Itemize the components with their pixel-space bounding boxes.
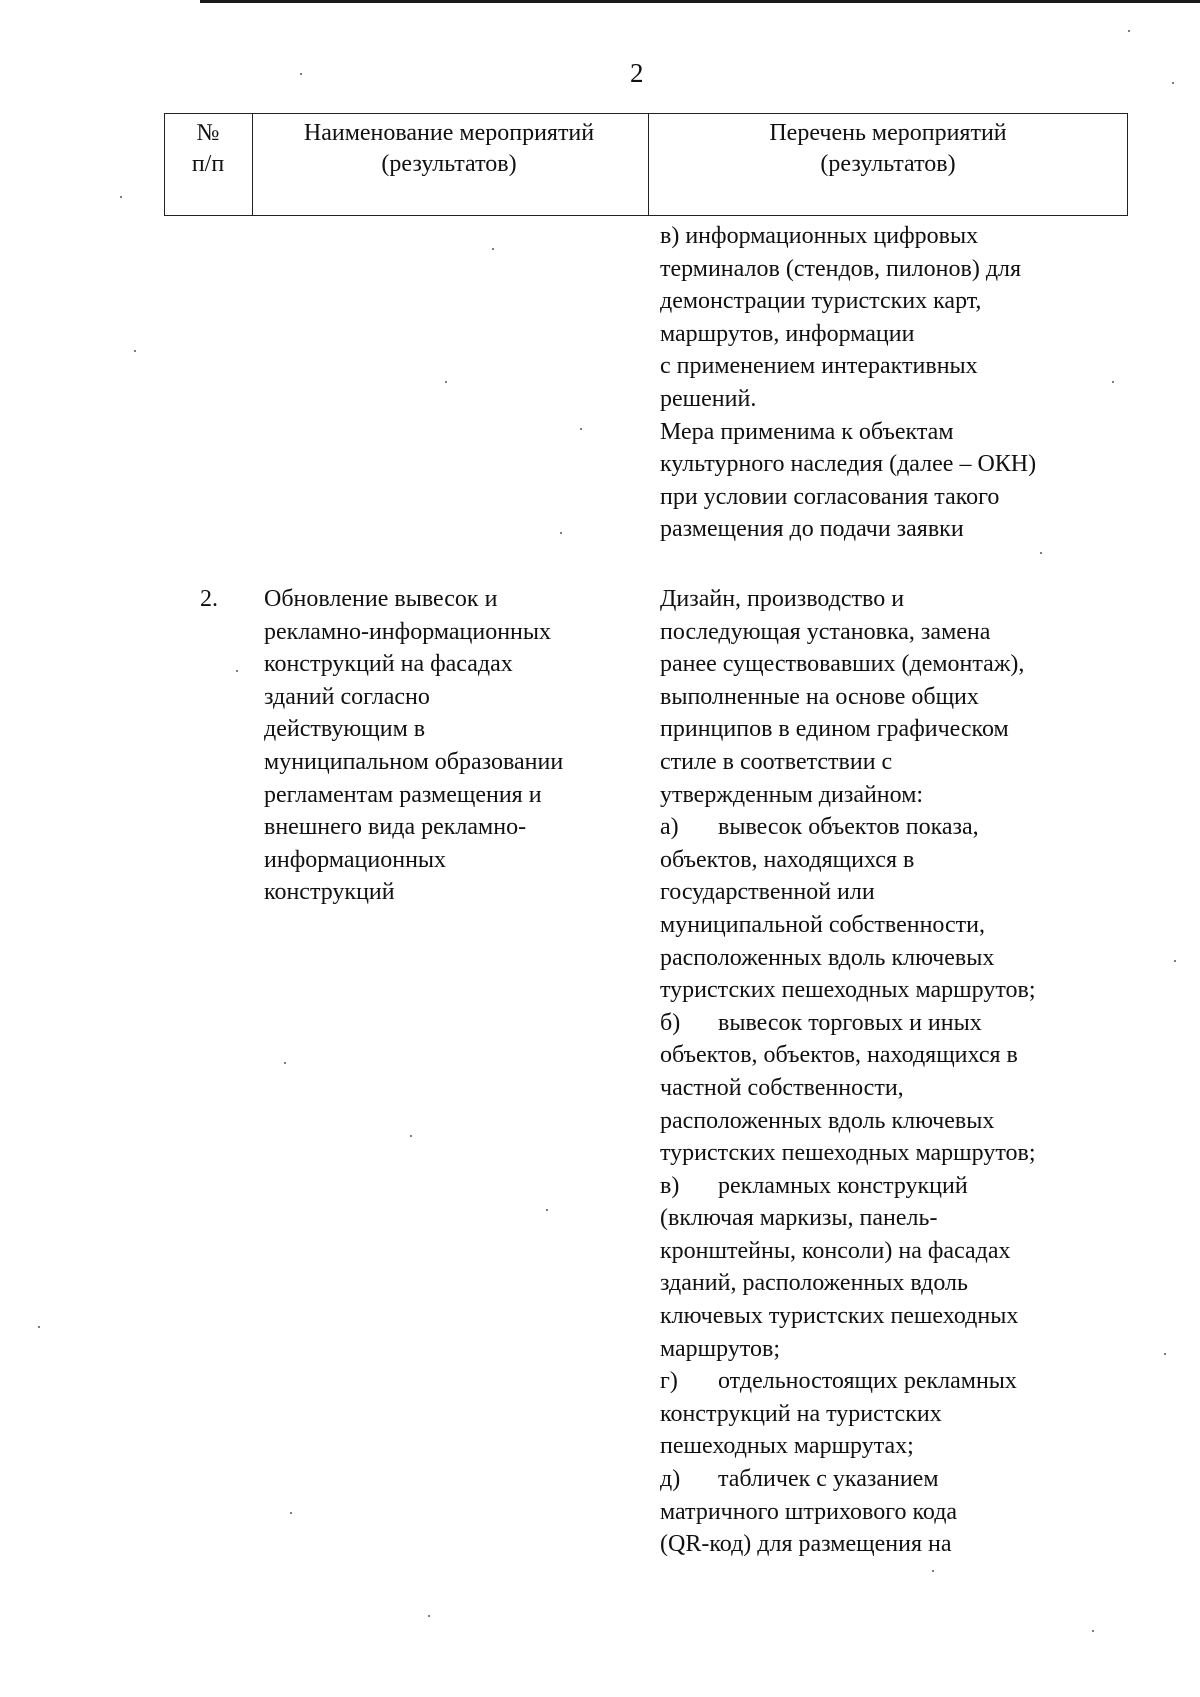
header-name-line-2: (результатов)	[381, 151, 517, 177]
list-item-text: отдельностоящих рекламных	[718, 1368, 1017, 1395]
scan-speck	[290, 1512, 292, 1514]
list-item-text: выполненные на основе общих	[660, 683, 979, 710]
continuation-line: маршрутов, информации	[660, 320, 915, 347]
row-2-number: 2.	[200, 586, 218, 612]
scan-speck	[445, 381, 447, 383]
row-2-list-line	[660, 1105, 1036, 1138]
row-2-list-line	[660, 1496, 1036, 1529]
row-2-list-line	[660, 942, 1036, 975]
list-item-text: пешеходных маршрутах;	[660, 1433, 914, 1460]
row-2-name-line: информационных	[264, 846, 447, 873]
row-2-list	[660, 583, 1036, 1561]
list-item-text: туристских пешеходных маршрутов;	[660, 1140, 1036, 1167]
list-item-text: частной собственности,	[660, 1074, 904, 1101]
row-2-list-line	[660, 1430, 1036, 1463]
scan-speck	[1164, 1353, 1166, 1355]
continuation-line: Мера применима к объектам	[660, 418, 954, 445]
row-2-name-line: регламентам размещения и	[264, 781, 542, 808]
scan-speck	[1112, 381, 1114, 383]
header-list-line-1: Перечень мероприятий	[769, 120, 1007, 146]
scan-speck	[932, 1570, 934, 1572]
list-item-text: расположенных вдоль ключевых	[660, 944, 995, 971]
row-2-list-line	[660, 1137, 1036, 1170]
scan-speck	[546, 1209, 548, 1211]
list-item-text: объектов, находящихся в	[660, 846, 915, 873]
row-2-list-line	[660, 616, 1036, 649]
scan-speck	[428, 1615, 430, 1617]
continuation-line: в) информационных цифровых	[660, 223, 979, 249]
list-item-text: утвержденным дизайном:	[660, 781, 924, 808]
row-2-name-line: конструкций на фасадах	[264, 651, 513, 678]
row-2-list-line	[660, 844, 1036, 877]
list-item-text: стиле в соответствии с	[660, 748, 893, 775]
header-list-line-2: (результатов)	[820, 151, 956, 177]
table-border-left	[164, 113, 165, 215]
row-2-name-line: Обновление вывесок и	[264, 586, 498, 612]
scan-speck	[492, 248, 494, 250]
scan-speck	[560, 532, 562, 534]
continuation-line: решений.	[660, 385, 757, 412]
scan-speck	[134, 350, 136, 352]
list-item-marker: д)	[660, 1466, 681, 1493]
row-2-list-line	[660, 974, 1036, 1007]
list-item-marker: в)	[660, 1172, 680, 1199]
list-item-text: Дизайн, производство и	[660, 586, 905, 612]
list-item-text: вывесок объектов показа,	[718, 814, 979, 841]
row-2-list-line	[660, 811, 1036, 844]
row-2-list-line	[660, 876, 1036, 909]
row-2-list-line	[660, 1202, 1036, 1235]
list-item-marker: а)	[660, 814, 679, 841]
scan-speck	[284, 1062, 286, 1064]
row-2-list-line	[660, 681, 1036, 714]
row-2-list-line	[660, 1300, 1036, 1333]
scan-speck	[120, 196, 122, 198]
scan-speck	[580, 428, 582, 430]
list-item-text: (QR-код) для размещения на	[660, 1531, 952, 1558]
table-border-col2	[648, 113, 649, 215]
list-item-text: табличек с указанием	[718, 1466, 939, 1493]
row-2-list-line	[660, 1463, 1036, 1496]
row-2-name	[264, 583, 563, 909]
scan-speck	[1128, 30, 1130, 32]
continuation-line: с применением интерактивных	[660, 353, 978, 380]
list-item-text: принципов в едином графическом	[660, 716, 1009, 743]
row-2-list-line	[660, 1333, 1036, 1366]
row-2-name-line: рекламно-информационных	[264, 618, 552, 645]
scan-speck	[300, 73, 302, 75]
continuation-line: при условии согласования такого	[660, 483, 1000, 510]
row-2-list-line	[660, 648, 1036, 681]
row-2-list-line	[660, 1267, 1036, 1300]
continuation-text	[660, 220, 1036, 546]
header-cell-list	[650, 118, 1126, 180]
row-2-name-line: зданий согласно	[264, 683, 430, 710]
row-2-list-line	[660, 713, 1036, 746]
header-number-line-2: п/п	[191, 151, 225, 177]
top-border-rule	[200, 0, 1200, 3]
list-item-text: кронштейны, консоли) на фасадах	[660, 1237, 1011, 1264]
row-2-name-line: конструкций	[264, 879, 395, 906]
row-2-list-line	[660, 1170, 1036, 1203]
page-number: 2	[630, 58, 644, 88]
header-number-line-1: №	[196, 120, 220, 146]
list-item-text: последующая установка, замена	[660, 618, 991, 645]
list-item-text: ранее существовавших (демонтаж),	[660, 651, 1025, 678]
list-item-text: конструкций на туристских	[660, 1400, 942, 1427]
list-item-text: государственной или	[660, 879, 875, 906]
continuation-line: терминалов (стендов, пилонов) для	[660, 255, 1022, 282]
list-item-text: ключевых туристских пешеходных	[660, 1303, 1019, 1330]
row-2-name-line: действующим в	[264, 716, 426, 743]
list-item-text: зданий, расположенных вдоль	[660, 1270, 968, 1297]
table-border-col1	[252, 113, 253, 215]
list-item-text: вывесок торговых и иных	[718, 1009, 982, 1036]
row-2-list-line	[660, 1528, 1036, 1561]
scan-speck	[1040, 552, 1042, 554]
row-2-list-line	[660, 779, 1036, 812]
list-item-text: рекламных конструкций	[718, 1172, 968, 1199]
row-2-name-line: внешнего вида рекламно-	[264, 814, 527, 841]
scan-speck	[38, 1326, 40, 1328]
list-item-text: муниципальной собственности,	[660, 911, 985, 938]
row-2-list-line	[660, 1039, 1036, 1072]
row-2-list-line	[660, 1235, 1036, 1268]
row-2-list-line	[660, 1365, 1036, 1398]
continuation-line: размещения до подачи заявки	[660, 516, 964, 543]
scan-speck	[1174, 960, 1176, 962]
row-2-list-line	[660, 1072, 1036, 1105]
scan-speck	[1172, 82, 1174, 84]
header-cell-number	[166, 118, 250, 180]
list-item-text: маршрутов;	[660, 1335, 781, 1362]
scan-speck	[1092, 1630, 1094, 1632]
list-item-text: (включая маркизы, панель-	[660, 1205, 938, 1232]
header-name-line-1: Наименование мероприятий	[303, 120, 595, 146]
row-2-list-line	[660, 583, 1036, 616]
continuation-line: культурного наследия (далее – ОКН)	[660, 451, 1037, 478]
scan-speck	[236, 670, 238, 672]
list-item-text: матричного штрихового кода	[660, 1498, 958, 1525]
row-2-list-line	[660, 909, 1036, 942]
continuation-line: демонстрации туристских карт,	[660, 288, 982, 315]
list-item-marker: г)	[660, 1368, 678, 1395]
header-cell-name	[254, 118, 644, 180]
scan-speck	[410, 1135, 412, 1137]
list-item-marker: б)	[660, 1009, 681, 1036]
row-2-name-line: муниципальном образовании	[264, 748, 564, 775]
row-2-list-line	[660, 1398, 1036, 1431]
list-item-text: объектов, объектов, находящихся в	[660, 1042, 1018, 1069]
table-border-right	[1127, 113, 1128, 215]
row-2-list-line	[660, 1007, 1036, 1040]
list-item-text: туристских пешеходных маршрутов;	[660, 977, 1036, 1004]
row-2-list-line	[660, 746, 1036, 779]
list-item-text: расположенных вдоль ключевых	[660, 1107, 995, 1134]
